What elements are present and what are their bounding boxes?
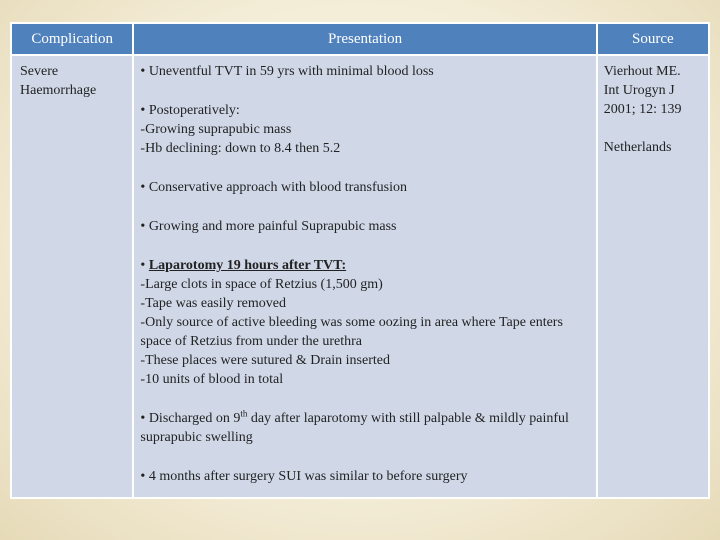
header-complication: Complication [12,24,132,54]
header-presentation: Presentation [134,24,595,54]
presentation-bullet-6 [140,409,589,447]
laparotomy-bullet: • [140,258,149,273]
source-gap [604,119,702,138]
laparotomy-heading: Laparotomy 19 hours after TVT: [148,258,347,273]
discharge-before: • Discharged on 9 [140,411,241,426]
source-line-2: Int Urogyn J [603,83,675,98]
presentation-bullet-7: • 4 months after surgery SUI was similar to before surgery [140,469,468,484]
complication-table [10,22,710,499]
presentation-bullet-5 [140,256,589,389]
complication-cell [12,56,132,497]
laparotomy-line-4: -These places were sutured & Drain inserted [140,353,390,368]
presentation-cell [134,56,595,497]
postop-heading: • Postoperatively: [140,103,240,118]
complication-line-2: Haemorrhage [20,83,97,98]
complication-line-1: Severe [20,64,59,79]
table-row [12,56,708,497]
laparotomy-line-5: -10 units of blood in total [140,372,284,387]
postop-line-2: -Hb declining: down to 8.4 then 5.2 [140,141,341,156]
postop-line-1: -Growing suprapubic mass [140,122,292,137]
discharge-after: day after laparotomy with still palpable & mildly painful suprapubic swelling [140,411,569,445]
laparotomy-line-1: -Large clots in space of Retzius (1,500 gm) [140,277,383,292]
presentation-bullet-2 [140,101,589,158]
source-line-1: Vierhout ME. [603,64,681,79]
presentation-bullet-1: • Uneventful TVT in 59 yrs with minimal blood loss [140,64,434,79]
laparotomy-line-2: -Tape was easily removed [140,296,286,311]
presentation-bullet-3: • Conservative approach with blood transfusion [140,180,407,195]
source-line-4: Netherlands [603,140,672,155]
laparotomy-line-3: -Only source of active bleeding was some oozing in area where Tape enters space of Retzius from under the urethra [140,315,563,349]
discharge-sup: th [240,408,248,419]
header-source: Source [598,24,708,54]
presentation-bullet-4: • Growing and more painful Suprapubic mass [140,219,397,234]
source-line-3: 2001; 12: 139 [603,102,682,117]
source-cell [598,56,708,497]
laparotomy-heading-line [140,256,589,275]
header-row [12,24,708,54]
